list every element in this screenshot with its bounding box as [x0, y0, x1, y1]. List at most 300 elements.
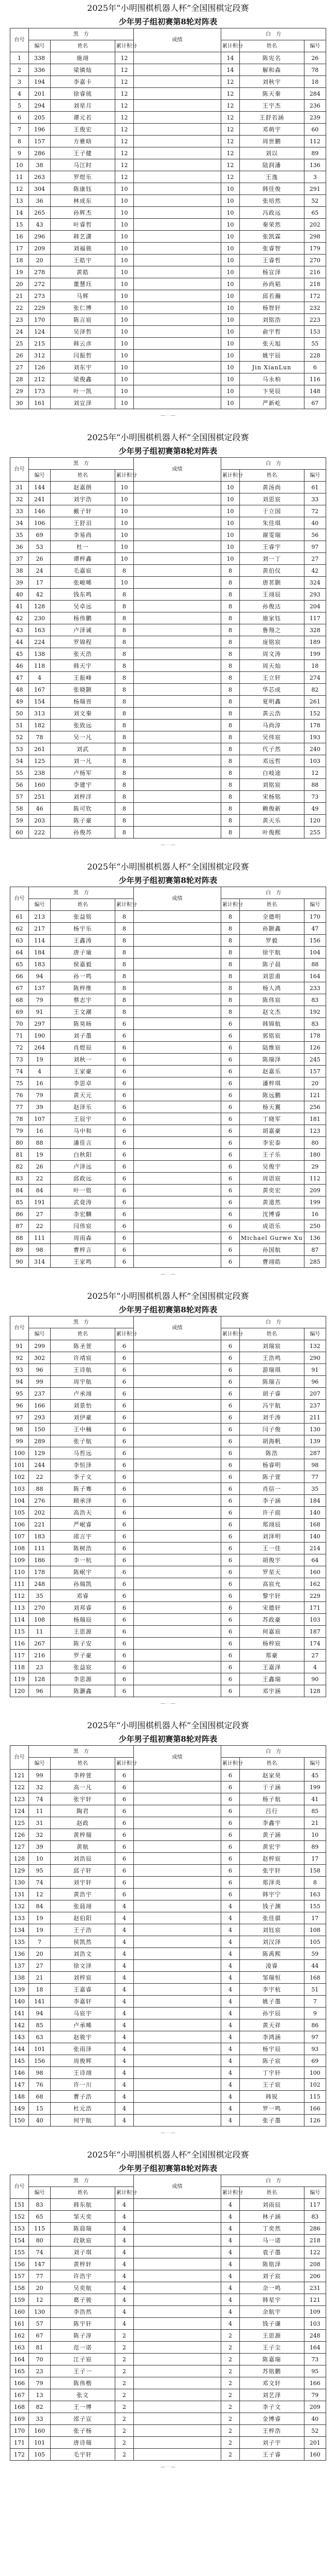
- cell-result: [133, 124, 221, 136]
- table-row: [10, 1889, 326, 1900]
- cell-white-name: 李子文: [239, 2401, 304, 2413]
- table-row: [10, 1829, 326, 1841]
- cell-black-num: 272: [28, 278, 50, 290]
- cell-result: [133, 672, 221, 684]
- cell-black-num: 17: [28, 577, 50, 589]
- cell-white-name: 全德明: [239, 911, 304, 923]
- cell-white-name: 黄奕宏: [239, 1185, 304, 1196]
- cell-white-score: 4: [221, 1936, 239, 1948]
- cell-table-no: 84: [10, 1185, 29, 1196]
- cell-white-num: 56: [304, 529, 326, 541]
- cell-black-score: 12: [115, 100, 133, 112]
- cell-white-name: 陈宪名: [239, 52, 304, 64]
- pairing-sheet: [10, 1288, 326, 1717]
- cell-black-score: 6: [115, 1376, 133, 1388]
- cell-black-name: 刘宇轩: [51, 1877, 115, 1889]
- header-table-no: 台号: [10, 458, 29, 482]
- cell-black-num: 83: [28, 2199, 50, 2211]
- cell-result: [133, 660, 221, 672]
- cell-result: [133, 1685, 221, 1697]
- cell-black-name: 陈梓维: [51, 982, 115, 994]
- header-table-no: 台号: [10, 1316, 29, 1340]
- cell-table-no: 152: [10, 2211, 29, 2223]
- cell-white-name: 孙宇辰: [239, 2008, 304, 2019]
- cell-table-no: 9: [10, 147, 29, 159]
- cell-white-name: 杨智轩: [239, 302, 304, 314]
- cell-black-num: 115: [28, 2223, 50, 2235]
- cell-result: [133, 1673, 221, 1685]
- cell-table-no: 82: [10, 1161, 29, 1173]
- cell-white-num: 199: [304, 1781, 326, 1793]
- cell-black-name: 张晨翊: [51, 1900, 115, 1912]
- cell-white-num: 256: [304, 1101, 326, 1113]
- cell-white-num: 45: [304, 1770, 326, 1781]
- cell-black-num: 128: [28, 601, 50, 612]
- cell-white-num: 187: [304, 1626, 326, 1638]
- table-row: [10, 529, 326, 541]
- cell-black-score: 6: [115, 1793, 133, 1805]
- cell-black-score: 6: [115, 1495, 133, 1507]
- cell-result: [133, 1889, 221, 1900]
- cell-table-no: 107: [10, 1531, 29, 1542]
- cell-black-score: 12: [115, 88, 133, 100]
- cell-black-name: 陈子豪: [51, 815, 115, 827]
- cell-white-score: 14: [221, 52, 239, 64]
- cell-white-name: 邓文轩: [239, 2377, 304, 2389]
- cell-black-name: 李宏麟: [51, 1208, 115, 1220]
- cell-black-name: 陈言宸: [51, 314, 115, 326]
- cell-white-name: Jin XianLun: [239, 362, 304, 373]
- cell-table-no: 4: [10, 88, 29, 100]
- cell-white-num: 136: [304, 159, 326, 171]
- cell-table-no: 167: [10, 2389, 29, 2401]
- cell-white-num: 112: [304, 136, 326, 147]
- cell-black-num: 32: [28, 1829, 50, 1841]
- header-black-name: 姓名: [51, 40, 115, 52]
- table-row: [10, 2365, 326, 2377]
- cell-black-score: 6: [115, 1507, 133, 1519]
- cell-result: [133, 541, 221, 553]
- cell-black-name: 杨宇乐: [51, 923, 115, 935]
- cell-black-name: 陈子安: [51, 1638, 115, 1650]
- cell-black-score: 10: [115, 207, 133, 219]
- cell-black-num: 224: [28, 636, 50, 648]
- cell-white-name: 赵梓宸: [239, 1853, 304, 1865]
- cell-black-score: 8: [115, 923, 133, 935]
- cell-white-num: 6: [304, 362, 326, 373]
- cell-white-score: 8: [221, 827, 239, 838]
- cell-black-score: 10: [115, 314, 133, 326]
- cell-white-score: 6: [221, 1507, 239, 1519]
- table-row: [10, 970, 326, 982]
- cell-white-num: 88: [304, 958, 326, 970]
- cell-white-name: 白岐途: [239, 767, 304, 779]
- cell-table-no: 58: [10, 803, 29, 815]
- cell-table-no: 46: [10, 660, 29, 672]
- cell-black-name: 黄梓轩: [51, 2258, 115, 2270]
- table-row: [10, 1173, 326, 1185]
- cell-black-score: 6: [115, 1447, 133, 1459]
- table-row: [10, 1936, 326, 1948]
- cell-result: [133, 1793, 221, 1805]
- table-row: [10, 1232, 326, 1244]
- table-row: [10, 696, 326, 708]
- cell-black-score: 4: [115, 2306, 133, 2318]
- cell-result: [133, 1972, 221, 1984]
- cell-black-num: 22: [28, 1220, 50, 1232]
- cell-black-score: 12: [115, 147, 133, 159]
- cell-result: [133, 779, 221, 791]
- cell-table-no: 95: [10, 1388, 29, 1400]
- table-row: [10, 1841, 326, 1853]
- cell-black-num: 251: [28, 791, 50, 803]
- table-row: [10, 827, 326, 838]
- cell-white-score: 6: [221, 1137, 239, 1149]
- cell-black-score: 6: [115, 1077, 133, 1089]
- cell-black-name: 刘子墨: [51, 1030, 115, 1042]
- cell-result: [133, 982, 221, 994]
- table-row: [10, 684, 326, 696]
- cell-white-name: 赵文杰: [239, 1006, 304, 1018]
- cell-black-name: 吴泽哲: [51, 326, 115, 338]
- cell-white-num: 40: [304, 517, 326, 529]
- cell-white-name: 孙国航: [239, 1244, 304, 1256]
- cell-result: [133, 64, 221, 76]
- page-separator: — · —: [160, 2130, 176, 2136]
- cell-black-num: 297: [28, 1018, 50, 1030]
- cell-white-name: 黄天祥: [239, 2019, 304, 2031]
- table-row: [10, 731, 326, 743]
- cell-black-num: 13: [28, 2389, 50, 2401]
- cell-black-name: 赵骏宇: [51, 2031, 115, 2043]
- cell-black-name: 韩云彦: [51, 338, 115, 350]
- cell-result: [133, 100, 221, 112]
- cell-black-name: 李易尚: [51, 529, 115, 541]
- cell-result: [133, 88, 221, 100]
- cell-table-no: 44: [10, 636, 29, 648]
- cell-white-name: 冯政远: [239, 207, 304, 219]
- table-row: [10, 1661, 326, 1673]
- cell-black-num: 79: [28, 994, 50, 1006]
- cell-white-score: 6: [221, 1220, 239, 1232]
- cell-black-score: 10: [115, 493, 133, 505]
- cell-table-no: 104: [10, 1495, 29, 1507]
- table-row: [10, 1853, 326, 1865]
- cell-table-no: 145: [10, 2055, 29, 2067]
- cell-white-name: 胡子睿: [239, 1388, 304, 1400]
- cell-black-score: 4: [115, 2079, 133, 2091]
- table-row: [10, 2067, 326, 2079]
- cell-black-score: 8: [115, 958, 133, 970]
- cell-result: [133, 947, 221, 958]
- cell-white-name: 俞宇哲: [239, 326, 304, 338]
- cell-white-name: 张凯霖: [239, 231, 304, 243]
- table-row: [10, 159, 326, 171]
- cell-result: [133, 254, 221, 266]
- cell-white-name: 陈铭泽: [239, 2258, 304, 2270]
- cell-black-score: 4: [115, 2246, 133, 2258]
- page-separator: — · —: [160, 2464, 176, 2470]
- cell-table-no: 158: [10, 2282, 29, 2294]
- cell-black-name: 刘武: [51, 743, 115, 755]
- cell-black-name: 刘一凡: [51, 755, 115, 767]
- cell-white-num: 204: [304, 601, 326, 612]
- cell-white-name: 王梓浩: [239, 2425, 304, 2437]
- cell-black-score: 10: [115, 373, 133, 385]
- table-row: [10, 947, 326, 958]
- cell-white-name: 解和森: [239, 64, 304, 76]
- cell-table-no: 98: [10, 1424, 29, 1435]
- cell-white-name: 于子涵: [239, 1781, 304, 1793]
- header-black-num: 编号: [28, 2187, 50, 2199]
- cell-black-num: 74: [28, 1877, 50, 1889]
- cell-black-name: 卢承翊: [51, 1388, 115, 1400]
- pairing-table: [10, 1316, 326, 1697]
- cell-black-num: 22: [28, 1471, 50, 1483]
- cell-white-score: 6: [221, 1793, 239, 1805]
- cell-black-num: 91: [28, 1006, 50, 1018]
- cell-result: [133, 2377, 221, 2389]
- cell-white-score: 4: [221, 1900, 239, 1912]
- cell-white-name: 苏铭鹏: [239, 2365, 304, 2377]
- cell-white-score: 10: [221, 397, 239, 409]
- cell-white-name: 王子宸: [239, 2079, 304, 2091]
- header-black-name: 姓名: [51, 899, 115, 911]
- cell-white-name: 陈瑞吉: [239, 1376, 304, 1388]
- cell-black-num: 229: [28, 302, 50, 314]
- cell-white-name: 陈禹熙: [239, 1948, 304, 1960]
- cell-white-name: 冯宇航: [239, 1400, 304, 1412]
- cell-white-score: 6: [221, 1483, 239, 1495]
- cell-black-name: 赵政: [51, 1817, 115, 1829]
- table-row: [10, 2401, 326, 2413]
- cell-table-no: 114: [10, 1614, 29, 1626]
- table-row: [10, 112, 326, 124]
- table-row: [10, 362, 326, 373]
- table-row: [10, 1912, 326, 1924]
- table-row: [10, 2449, 326, 2461]
- cell-white-num: 180: [304, 1149, 326, 1161]
- cell-white-name: 黄伯仪: [239, 565, 304, 577]
- cell-white-num: 218: [304, 278, 326, 290]
- pairing-page: [0, 429, 336, 859]
- cell-white-num: 109: [304, 2306, 326, 2318]
- table-row: [10, 648, 326, 660]
- cell-white-name: 余一鸣: [239, 2282, 304, 2294]
- cell-black-score: 6: [115, 1602, 133, 1614]
- cell-result: [133, 1173, 221, 1185]
- cell-white-name: 马永柏: [239, 373, 304, 385]
- cell-white-num: 121: [304, 2294, 326, 2306]
- cell-white-score: 8: [221, 791, 239, 803]
- cell-result: [133, 1244, 221, 1256]
- cell-table-no: 69: [10, 1006, 29, 1018]
- header-table-no: 台号: [10, 1746, 29, 1770]
- cell-table-no: 153: [10, 2223, 29, 2235]
- cell-table-no: 10: [10, 159, 29, 171]
- cell-white-num: 232: [304, 302, 326, 314]
- cell-table-no: 124: [10, 1805, 29, 1817]
- cell-white-score: 10: [221, 493, 239, 505]
- header-black: 黑 方: [28, 1316, 133, 1328]
- cell-black-score: 6: [115, 1185, 133, 1196]
- cell-white-num: 17: [304, 1912, 326, 1924]
- cell-result: [133, 350, 221, 362]
- cell-table-no: 71: [10, 1030, 29, 1042]
- cell-white-num: 97: [304, 2031, 326, 2043]
- cell-black-num: 99: [28, 1770, 50, 1781]
- cell-white-name: 黄汤尚: [239, 482, 304, 493]
- cell-white-num: 211: [304, 1412, 326, 1424]
- event-title: 2025年“小明围棋机器人杯”全国围棋定段赛: [87, 1720, 249, 1730]
- cell-white-score: 8: [221, 755, 239, 767]
- page-separator: — · —: [160, 1701, 176, 1706]
- cell-black-num: 96: [28, 1685, 50, 1697]
- cell-result: [133, 2318, 221, 2330]
- cell-white-score: 6: [221, 1853, 239, 1865]
- cell-table-no: 63: [10, 935, 29, 947]
- cell-black-num: 157: [28, 136, 50, 147]
- cell-table-no: 6: [10, 112, 29, 124]
- header-white: 白 方: [221, 458, 326, 470]
- cell-result: [133, 1614, 221, 1626]
- table-row: [10, 636, 326, 648]
- cell-white-name: 高宸允: [239, 1578, 304, 1590]
- cell-white-score: 6: [221, 1554, 239, 1566]
- cell-black-name: 马哲远: [51, 1447, 115, 1459]
- cell-black-num: 264: [28, 1042, 50, 1054]
- cell-black-score: 6: [115, 1220, 133, 1232]
- cell-black-num: 166: [28, 1400, 50, 1412]
- cell-white-num: 208: [304, 2258, 326, 2270]
- cell-white-name: 李宇杭: [239, 1984, 304, 1996]
- cell-black-name: 唐子瑜: [51, 947, 115, 958]
- cell-black-num: 16: [28, 1125, 50, 1137]
- cell-white-score: 4: [221, 2103, 239, 2115]
- cell-white-num: 209: [304, 1185, 326, 1196]
- cell-table-no: 101: [10, 1459, 29, 1471]
- cell-white-score: 10: [221, 290, 239, 302]
- cell-black-num: 81: [28, 2342, 50, 2354]
- table-row: [10, 1137, 326, 1149]
- cell-table-no: 130: [10, 1877, 29, 1889]
- cell-table-no: 42: [10, 612, 29, 624]
- cell-white-name: 王浩鸣: [239, 1352, 304, 1364]
- cell-white-name: Michael Gurwe Xu: [239, 1232, 304, 1244]
- cell-white-name: 周世鹏: [239, 136, 304, 147]
- cell-result: [133, 1113, 221, 1125]
- cell-white-name: 郑翊辰: [239, 1519, 304, 1531]
- cell-white-num: 77: [304, 1471, 326, 1483]
- cell-white-num: 168: [304, 1519, 326, 1531]
- cell-black-score: 6: [115, 1673, 133, 1685]
- cell-black-score: 4: [115, 2067, 133, 2079]
- cell-white-num: 216: [304, 266, 326, 278]
- cell-black-name: 曹子浩: [51, 2091, 115, 2103]
- pairing-sheet: [10, 2147, 326, 2576]
- cell-black-name: 刘福骏: [51, 243, 115, 254]
- cell-black-score: 6: [115, 1161, 133, 1173]
- cell-white-name: 杨天翼: [239, 1101, 304, 1113]
- cell-table-no: 160: [10, 2306, 29, 2318]
- cell-white-name: 李鑫宇: [239, 1817, 304, 1829]
- header-white-name: 姓名: [239, 40, 304, 52]
- cell-white-name: 庞铭宸: [239, 636, 304, 648]
- cell-result: [133, 373, 221, 385]
- cell-table-no: 64: [10, 947, 29, 958]
- cell-white-num: 93: [304, 2043, 326, 2055]
- cell-black-num: 53: [28, 541, 50, 553]
- cell-white-score: 6: [221, 1542, 239, 1554]
- cell-black-num: 84: [28, 1185, 50, 1196]
- cell-white-score: 10: [221, 302, 239, 314]
- cell-result: [133, 1626, 221, 1638]
- cell-table-no: 118: [10, 1661, 29, 1673]
- cell-result: [133, 2258, 221, 2270]
- cell-table-no: 7: [10, 124, 29, 136]
- cell-table-no: 163: [10, 2342, 29, 2354]
- cell-white-score: 6: [221, 1590, 239, 1602]
- cell-white-num: 91: [304, 1364, 326, 1376]
- cell-table-no: 137: [10, 1960, 29, 1972]
- cell-white-score: 6: [221, 1101, 239, 1113]
- cell-black-num: 27: [28, 1208, 50, 1220]
- cell-black-num: 24: [28, 565, 50, 577]
- cell-table-no: 41: [10, 601, 29, 612]
- cell-white-score: 6: [221, 1030, 239, 1042]
- cell-black-num: 99: [28, 1376, 50, 1388]
- table-row: [10, 2258, 326, 2270]
- cell-table-no: 30: [10, 397, 29, 409]
- cell-table-no: 8: [10, 136, 29, 147]
- cell-table-no: 119: [10, 1673, 29, 1685]
- cell-white-name: 杨宣泽: [239, 266, 304, 278]
- cell-black-num: 22: [28, 1173, 50, 1185]
- cell-black-score: 6: [115, 1435, 133, 1447]
- cell-black-name: 徐文泽: [51, 1960, 115, 1972]
- cell-white-name: 姚宇辰: [239, 350, 304, 362]
- cell-black-num: 26: [28, 1161, 50, 1173]
- cell-white-num: 83: [304, 2211, 326, 2223]
- cell-black-name: 黄航: [51, 1841, 115, 1853]
- cell-white-name: 夏明鑫: [239, 696, 304, 708]
- cell-white-score: 4: [221, 2055, 239, 2067]
- cell-white-name: 吴俊宇: [239, 1161, 304, 1173]
- cell-white-score: 8: [221, 612, 239, 624]
- cell-white-num: 103: [304, 2318, 326, 2330]
- cell-result: [133, 112, 221, 124]
- cell-black-name: 叶一凯: [51, 385, 115, 397]
- cell-black-num: 201: [28, 88, 50, 100]
- cell-result: [133, 2413, 221, 2425]
- cell-black-num: 11: [28, 1805, 50, 1817]
- cell-black-score: 4: [115, 2019, 133, 2031]
- cell-black-name: 林成东: [51, 195, 115, 207]
- cell-white-score: 12: [221, 100, 239, 112]
- cell-black-score: 8: [115, 589, 133, 601]
- header-white-name: 姓名: [239, 1328, 304, 1340]
- cell-white-name: 王思源: [239, 2330, 304, 2342]
- cell-black-score: 8: [115, 1006, 133, 1018]
- cell-white-name: 丁宇轩: [239, 2067, 304, 2079]
- header-white-score: 累计积分: [221, 1758, 239, 1770]
- table-row: [10, 517, 326, 529]
- cell-white-num: 69: [304, 2055, 326, 2067]
- pairing-sheet: [10, 859, 326, 1288]
- cell-white-num: 33: [304, 493, 326, 505]
- cell-black-num: 80: [28, 2235, 50, 2246]
- header-result: 成绩: [133, 887, 221, 911]
